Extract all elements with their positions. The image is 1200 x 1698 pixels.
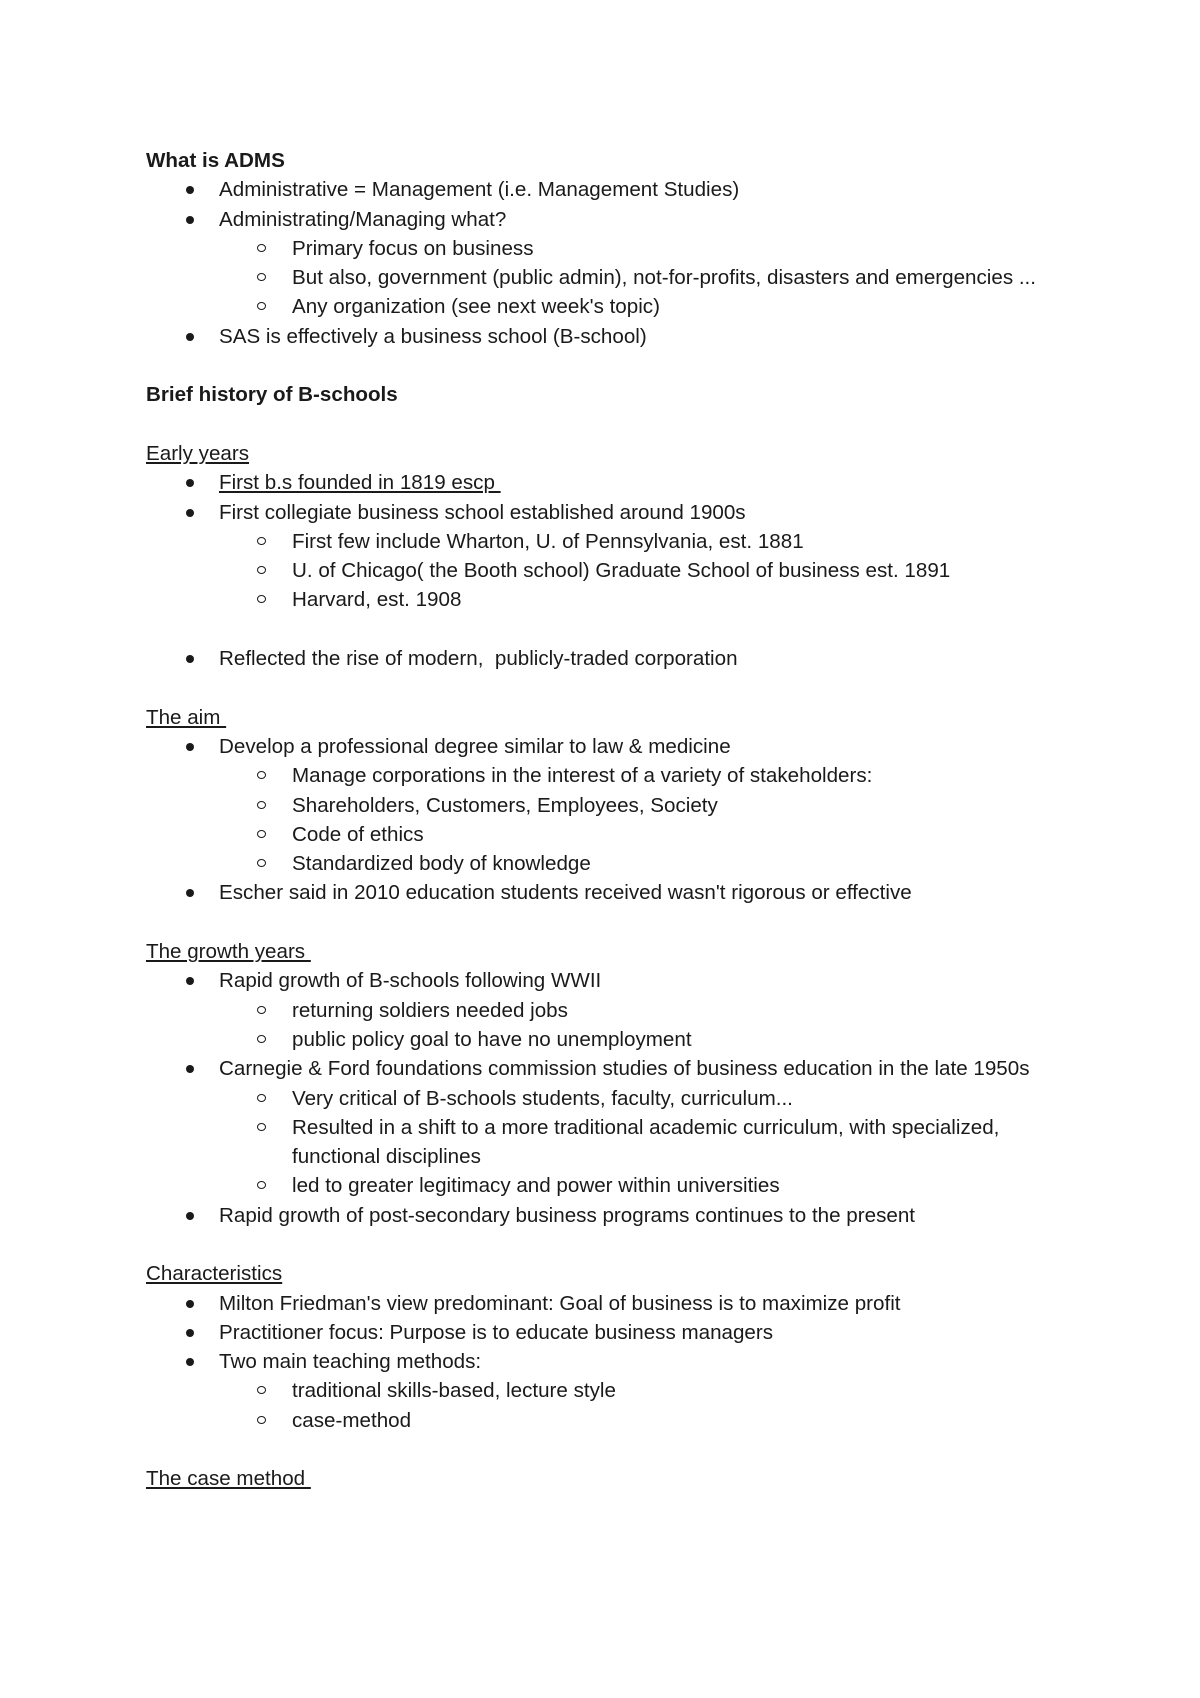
list-item-text: Primary focus on business bbox=[292, 236, 534, 260]
list-item-text: Administrative = Management (i.e. Management Studies) bbox=[219, 178, 740, 202]
sub-bullet-item bbox=[146, 527, 1076, 556]
bullet-list bbox=[146, 468, 1076, 673]
list-item-text: returning soldiers needed jobs bbox=[292, 998, 568, 1022]
bullet-item bbox=[146, 1054, 1076, 1083]
bullet-item bbox=[146, 322, 1076, 351]
list-item-text: SAS is effectively a business school (B-school) bbox=[219, 324, 647, 348]
section-spacer bbox=[146, 673, 1076, 702]
list-item-text: Practitioner focus: Purpose is to educate business managers bbox=[219, 1320, 774, 1344]
sub-bullet-item bbox=[146, 292, 1076, 321]
section-heading: Early years bbox=[146, 441, 249, 465]
sub-bullet-item bbox=[146, 791, 1076, 820]
list-item-text: U. of Chicago( the Booth school) Graduate School of business est. 1891 bbox=[292, 559, 951, 583]
section-heading: What is ADMS bbox=[146, 149, 285, 172]
sub-bullet-item bbox=[146, 1406, 1076, 1435]
bullet-item bbox=[146, 966, 1076, 995]
section-spacer bbox=[146, 1435, 1076, 1464]
bullet-item bbox=[146, 498, 1076, 527]
sub-bullet-item bbox=[146, 1025, 1076, 1054]
list-item-text: Standardized body of knowledge bbox=[292, 852, 591, 876]
list-item-text: Resulted in a shift to a more traditional academic curriculum, with specialized, functional disciplines bbox=[292, 1115, 1006, 1169]
bullet-item bbox=[146, 1201, 1076, 1230]
section-heading: Brief history of B-schools bbox=[146, 383, 398, 407]
list-item-text: Escher said in 2010 education students received wasn't rigorous or effective bbox=[219, 881, 912, 905]
section-heading: The case method bbox=[146, 1467, 311, 1491]
bullet-item bbox=[146, 1289, 1076, 1318]
sub-bullet-item bbox=[146, 1376, 1076, 1405]
bullet-list bbox=[146, 966, 1076, 1230]
sub-bullet-item bbox=[146, 761, 1076, 790]
list-item-text: First collegiate business school established around 1900s bbox=[219, 500, 746, 524]
list-spacer bbox=[146, 615, 1076, 644]
document-page bbox=[146, 146, 1076, 1494]
list-item-text: Very critical of B-schools students, faculty, curriculum... bbox=[292, 1086, 793, 1110]
section-spacer bbox=[146, 908, 1076, 937]
bullet-item bbox=[146, 175, 1076, 204]
bullet-item bbox=[146, 1318, 1076, 1347]
bullet-list bbox=[146, 175, 1076, 351]
list-item-text: Reflected the rise of modern, publicly-traded corporation bbox=[219, 647, 738, 671]
list-item-text: public policy goal to have no unemployment bbox=[292, 1027, 692, 1051]
bullet-list bbox=[146, 732, 1076, 908]
bullet-item bbox=[146, 468, 1076, 497]
sub-bullet-item bbox=[146, 1084, 1076, 1113]
list-item-text: Administrating/Managing what? bbox=[219, 207, 507, 231]
section-heading: The growth years bbox=[146, 940, 311, 964]
list-item-text: Any organization (see next week's topic) bbox=[292, 295, 660, 319]
list-item-text: First b.s founded in 1819 escp bbox=[219, 471, 501, 495]
section-spacer bbox=[146, 410, 1076, 439]
bullet-list bbox=[146, 1289, 1076, 1435]
list-item-text: Shareholders, Customers, Employees, Society bbox=[292, 793, 718, 817]
sub-bullet-item bbox=[146, 585, 1076, 614]
sub-bullet-item bbox=[146, 849, 1076, 878]
list-item-text: Develop a professional degree similar to law & medicine bbox=[219, 734, 731, 758]
section-spacer bbox=[146, 1230, 1076, 1259]
bullet-item bbox=[146, 1347, 1076, 1376]
sub-bullet-item bbox=[146, 996, 1076, 1025]
list-item-text: Harvard, est. 1908 bbox=[292, 588, 462, 612]
bullet-item bbox=[146, 205, 1076, 234]
list-item-text: But also, government (public admin), not-for-profits, disasters and emergencies ... bbox=[292, 266, 1036, 290]
sub-bullet-item bbox=[146, 556, 1076, 585]
list-item-text: Two main teaching methods: bbox=[219, 1350, 482, 1374]
list-item-text: traditional skills-based, lecture style bbox=[292, 1379, 616, 1403]
list-item-text: Manage corporations in the interest of a variety of stakeholders: bbox=[292, 764, 873, 788]
bullet-item bbox=[146, 878, 1076, 907]
sub-bullet-item bbox=[146, 1171, 1076, 1200]
list-item-text: Milton Friedman's view predominant: Goal of business is to maximize profit bbox=[219, 1291, 901, 1315]
sub-bullet-item bbox=[146, 234, 1076, 263]
list-item-text: Rapid growth of post-secondary business programs continues to the present bbox=[219, 1203, 915, 1227]
bullet-item bbox=[146, 732, 1076, 761]
sub-bullet-item bbox=[146, 1113, 1076, 1172]
section-heading: The aim bbox=[146, 705, 227, 729]
bullet-item bbox=[146, 644, 1076, 673]
section-spacer bbox=[146, 351, 1076, 380]
list-item-text: Carnegie & Ford foundations commission studies of business education in the late 1950s bbox=[219, 1057, 1030, 1081]
section-heading: Characteristics bbox=[146, 1262, 283, 1286]
sub-bullet-item bbox=[146, 263, 1076, 292]
list-item-text: led to greater legitimacy and power within universities bbox=[292, 1174, 780, 1198]
list-item-text: Code of ethics bbox=[292, 822, 424, 846]
sub-bullet-item bbox=[146, 820, 1076, 849]
list-item-text: First few include Wharton, U. of Pennsylvania, est. 1881 bbox=[292, 529, 804, 553]
list-item-text: Rapid growth of B-schools following WWII bbox=[219, 969, 602, 993]
list-item-text: case-method bbox=[292, 1408, 412, 1432]
